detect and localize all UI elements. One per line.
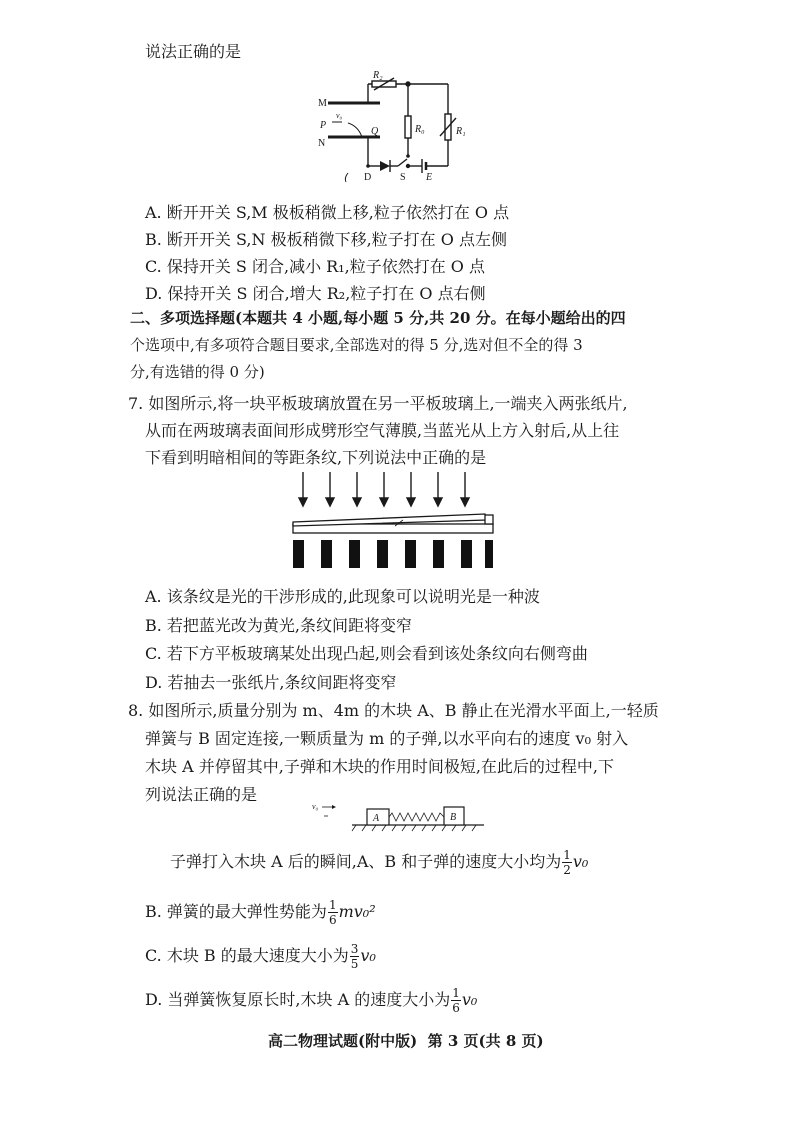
q8-stem-line2: 弹簧与 B 固定连接,一颗质量为 m 的子弹,以水平向右的速度 v₀ 射入 [145, 729, 629, 748]
fraction: $\frac{1}{6}$ [452, 986, 460, 1015]
glass-plates [293, 514, 493, 533]
q8-stem-line4: 列说法正确的是 [145, 785, 258, 804]
incident-light-arrows [299, 472, 469, 506]
q8-stem-line3: 木块 A 并停留其中,子弹和木块的作用时间极短,在此后的过程中,下 [145, 757, 614, 776]
q7-option-c: C. 若下方平板玻璃某处出现凸起,则会看到该处条纹向右侧弯曲 [145, 644, 588, 663]
label-S: S [400, 172, 406, 183]
label-B: B [450, 812, 457, 823]
q8-stem-line1: 8. 如图所示,质量分别为 m、4m 的木块 A、B 静止在光滑水平面上,一轻质 [128, 701, 659, 720]
q7-option-d: D. 若抽去一张纸片,条纹间距将变窄 [145, 673, 397, 692]
fraction: $\frac{1}{6}$ [328, 898, 337, 927]
label-N: N [318, 138, 326, 149]
label-v0: v₀ [312, 802, 319, 811]
section-2-heading-line1: 二、多项选择题(本题共 4 小题,每小题 5 分,共 20 分。在每小题给出的四 [130, 309, 626, 327]
q8-option-a: 子弹打入木块 A 后的瞬间,A、B 和子弹的速度大小均为 $\frac{1}{2}$ v₀ [170, 848, 589, 877]
section-2-heading-line2: 个选项中,有多项符合题目要求,全部选对的得 5 分,选对但不全的得 3 [130, 336, 583, 354]
fraction: $\frac{1}{2}$ [563, 848, 571, 877]
q6-option-d: D. 保持开关 S 闭合,增大 R₂,粒子打在 O 点右侧 [145, 284, 486, 303]
section-2-heading-line3: 分,有选错的得 0 分) [130, 363, 265, 381]
q7-stem-line2: 从而在两玻璃表面间形成劈形空气薄膜,当蓝光从上方入射后,从上往 [145, 421, 620, 440]
q8-option-c: C. 木块 B 的最大速度大小为 $\frac{3}{5}$ v₀ [145, 942, 376, 971]
label-R1: R₁ [456, 126, 466, 137]
label-v0: v₀ [336, 111, 343, 120]
question-6-stem-tail: 说法正确的是 [145, 42, 242, 61]
q7-option-a: A. 该条纹是光的干涉形成的,此现象可以说明光是一种波 [145, 587, 540, 606]
q7-option-b: B. 若把蓝光改为黄光,条纹间距将变窄 [145, 616, 413, 635]
label-D: D [364, 172, 372, 183]
circuit-diagram [318, 68, 468, 183]
q6-option-c: C. 保持开关 S 闭合,减小 R₁,粒子依然打在 O 点 [145, 257, 485, 276]
q6-option-b: B. 断开开关 S,N 极板稍微下移,粒子打在 O 点左侧 [145, 230, 507, 249]
q7-stem-line1: 7. 如图所示,将一块平板玻璃放置在另一平板玻璃上,一端夹入两张纸片, [128, 394, 628, 413]
page-footer: 高二物理试题(附中版) 第 3 页(共 8 页) [268, 1032, 544, 1050]
fringe-pattern [293, 540, 493, 568]
spring [389, 813, 444, 821]
spring-block-figure [312, 797, 487, 835]
interference-figure [285, 470, 500, 570]
q8-option-b: B. 弹簧的最大弹性势能为 $\frac{1}{6}$ mv₀² [145, 898, 376, 927]
label-P: P [320, 120, 327, 131]
q7-stem-line3: 下看到明暗相间的等距条纹,下列说法中正确的是 [145, 448, 487, 467]
label-E: E [426, 172, 433, 183]
label-M: M [318, 98, 327, 109]
label-A: A [373, 813, 380, 824]
fraction: $\frac{3}{5}$ [350, 942, 359, 971]
label-R0: R₀ [415, 124, 425, 135]
label-R2: R₂ [373, 70, 383, 81]
q6-option-a: A. 断开开关 S,M 极板稍微上移,粒子依然打在 O 点 [145, 203, 510, 222]
label-Q: Q [371, 126, 379, 137]
q8-option-d: D. 当弹簧恢复原长时,木块 A 的速度大小为 $\frac{1}{6}$ v₀ [145, 986, 478, 1015]
